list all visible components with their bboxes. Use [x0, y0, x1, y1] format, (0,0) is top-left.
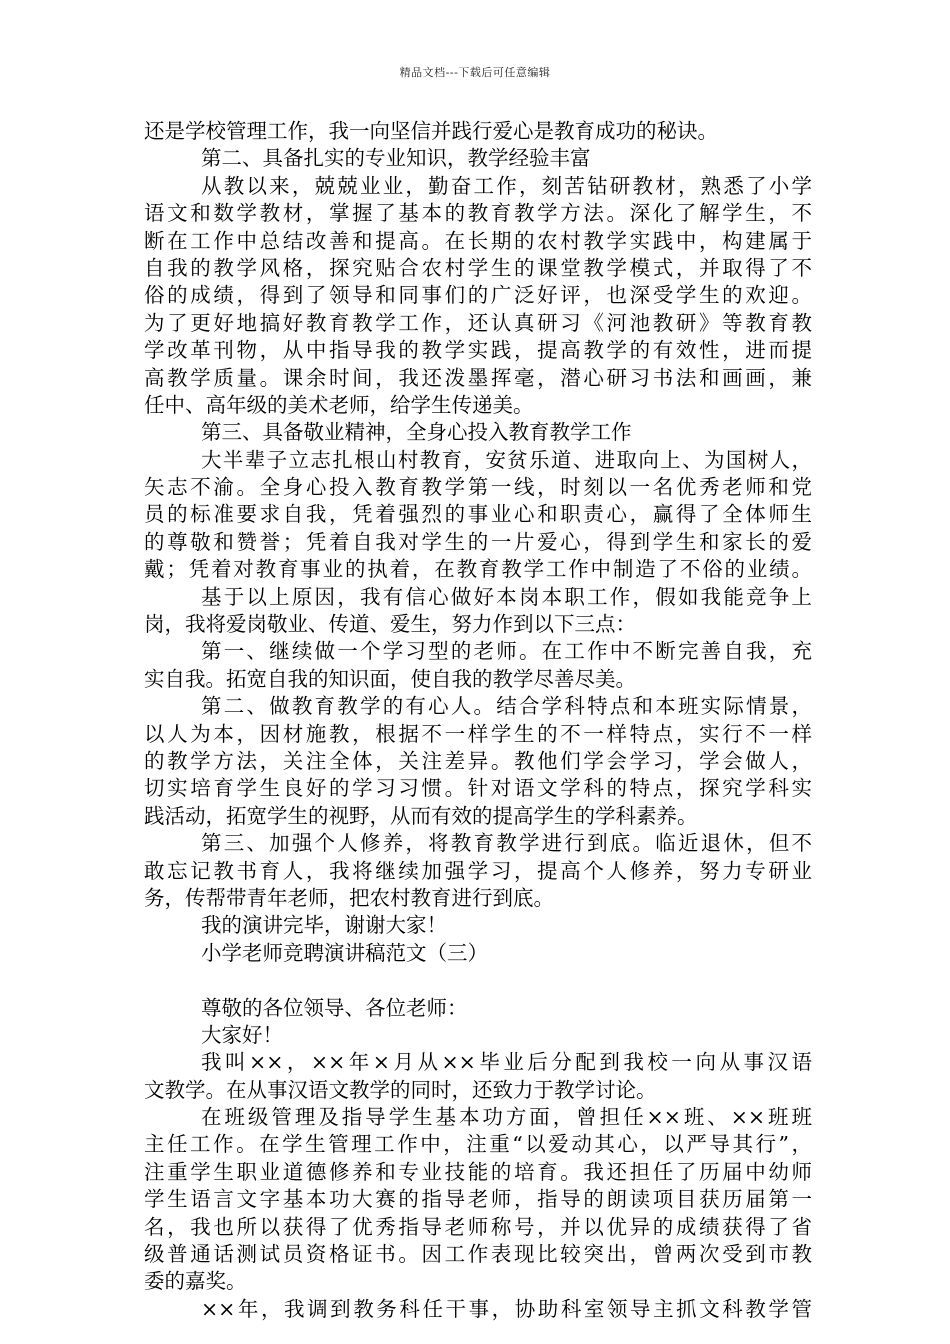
text-line: 大半辈子立志扎根山村教育，安贫乐道、进取向上、为国树人，	[201, 447, 812, 472]
text-line: 我的演讲完毕，谢谢大家！	[201, 913, 447, 938]
text-line: 小学老师竞聘演讲稿范文（三）	[201, 940, 488, 965]
page-header: 精品文档---下载后可任意编辑	[399, 66, 551, 79]
text-line: 基于以上原因，我有信心做好本岗本职工作，假如我能竞争上	[201, 584, 812, 609]
text-line: 委的嘉奖。	[144, 1269, 247, 1294]
text-line: 自我的教学风格，探究贴合农村学生的课堂教学模式，并取得了不	[144, 255, 812, 280]
text-line: 大家好！	[201, 1022, 283, 1047]
text-line: 在班级管理及指导学生基本功方面，曾担任××班、××班班	[201, 1105, 812, 1130]
text-line: 戴；凭着对教育事业的执着，在教育教学工作中制造了不俗的业绩。	[144, 557, 812, 582]
text-line: 学改革刊物，从中指导我的教学实践，提高教学的有效性，进而提	[144, 338, 812, 363]
text-line: 断在工作中总结改善和提高。在长期的农村教学实践中，构建属于	[144, 228, 812, 253]
text-line: 从教以来，兢兢业业，勤奋工作，刻苦钻研教材，熟悉了小学	[201, 173, 812, 198]
text-line: 实自我。拓宽自我的知识面，使自我的教学尽善尽美。	[144, 666, 636, 691]
text-line: 任中、高年级的美术老师，给学生传递美。	[144, 392, 534, 417]
blank-line	[144, 967, 812, 994]
text-line: 文教学。在从事汉语文教学的同时，还致力于教学讨论。	[144, 1077, 657, 1102]
text-line: 切实培育学生良好的学习习惯。针对语文学科的特点，探究学科实	[144, 776, 812, 801]
text-line: 我叫××，××年×月从××毕业后分配到我校一向从事汉语	[201, 1050, 812, 1075]
text-line: 敢忘记教书育人，我将继续加强学习，提高个人修养，努力专研业	[144, 858, 812, 883]
text-line: 主任工作。在学生管理工作中，注重“以爱动其心，以严导其行”，	[144, 1132, 812, 1157]
text-line: 尊敬的各位领导、各位老师：	[201, 995, 468, 1020]
text-line: 注重学生职业道德修养和专业技能的培育。我还担任了历届中幼师	[144, 1159, 812, 1184]
text-line: 以人为本，因材施教，根据不一样学生的不一样特点，实行不一样	[144, 721, 812, 746]
text-line: 级普通话测试员资格证书。因工作表现比较突出，曾两次受到市教	[144, 1242, 812, 1267]
text-line: 践活动，拓宽学生的视野，从而有效的提高学生的学科素养。	[144, 803, 698, 828]
document-body	[144, 118, 812, 1323]
text-line: 的尊敬和赞誉；凭着自我对学生的一片爱心，得到学生和家长的爱	[144, 529, 812, 554]
text-line: 俗的成绩，得到了领导和同事们的广泛好评，也深受学生的欢迎。	[144, 283, 812, 308]
text-line: 第三、具备敬业精神，全身心投入教育教学工作	[201, 420, 632, 445]
text-line: 为了更好地搞好教育教学工作，还认真研习《河池教研》等教育教	[144, 310, 812, 335]
text-line: 岗，我将爱岗敬业、传道、爱生，努力作到以下三点：	[144, 612, 636, 637]
text-line: 第二、做教育教学的有心人。结合学科特点和本班实际情景，	[201, 694, 812, 719]
text-line: ××年，我调到教务科任干事，协助科室领导主抓文科教学管	[201, 1296, 812, 1321]
text-line: 学生语言文字基本功大赛的指导老师，指导的朗读项目获历届第一	[144, 1187, 812, 1212]
text-line: 高教学质量。课余时间，我还泼墨挥毫，潜心研习书法和画画，兼	[144, 365, 812, 390]
text-line: 名，我也所以获得了优秀指导老师称号，并以优异的成绩获得了省	[144, 1214, 812, 1239]
text-line: 第三、加强个人修养，将教育教学进行到底。临近退休，但不	[201, 831, 812, 856]
text-line: 第二、具备扎实的专业知识，教学经验丰富	[201, 146, 591, 171]
text-line: 语文和数学教材，掌握了基本的教育教学方法。深化了解学生，不	[144, 201, 812, 226]
text-line: 第一、继续做一个学习型的老师。在工作中不断完善自我，充	[201, 639, 812, 664]
text-line: 矢志不渝。全身心投入教育教学第一线，时刻以一名优秀老师和党	[144, 475, 812, 500]
text-line: 还是学校管理工作，我一向坚信并践行爱心是教育成功的秘诀。	[144, 119, 718, 143]
text-line: 的教学方法，关注全体，关注差异。教他们学会学习，学会做人，	[144, 748, 812, 773]
text-line: 员的标准要求自我，凭着强烈的事业心和职责心，赢得了全体师生	[144, 502, 812, 527]
text-line: 务，传帮带青年老师，把农村教育进行到底。	[144, 885, 554, 910]
